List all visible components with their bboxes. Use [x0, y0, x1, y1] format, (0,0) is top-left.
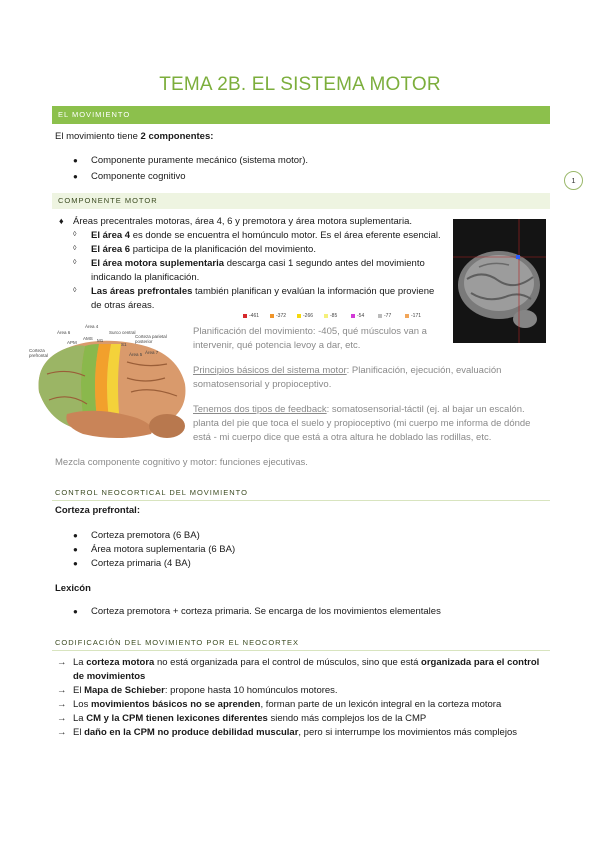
legend-item: -266: [297, 313, 313, 319]
arrow-icon: →: [57, 727, 67, 738]
brain-label: Área 5: [129, 352, 143, 357]
brain-label: APM: [67, 340, 77, 345]
sub-bullet-icon: ◊: [73, 259, 77, 266]
bullet-dot: ●: [73, 156, 78, 165]
sub-item-cont: indicando la planificación.: [91, 272, 200, 283]
sub-bullet-icon: ◊: [73, 287, 77, 294]
arrow-item: El Mapa de Schieber: propone hasta 10 homúnculos motores.: [73, 685, 338, 696]
sub-bullet-icon: ◊: [73, 231, 77, 238]
bullet-dot: ●: [73, 545, 78, 554]
sub-item: El área 6 participa de la planificación del movimiento.: [91, 244, 316, 255]
legend-item: -461: [243, 313, 259, 319]
bullet-dot: ●: [73, 559, 78, 568]
legend-item: -85: [324, 313, 337, 319]
section-header-componente-motor: COMPONENTE MOTOR: [52, 193, 550, 209]
intro-text: El movimiento tiene 2 componentes:: [55, 131, 214, 142]
legend-item: -171: [405, 313, 421, 319]
section-header-movimiento: EL MOVIMIENTO: [52, 106, 550, 124]
sub-title-lexicon: Lexicón: [55, 583, 91, 594]
planning-text-cont: intervenir, qué potencia levoy a dar, etc.: [193, 340, 361, 351]
bullet-dot: ●: [73, 531, 78, 540]
principles-text: Principios básicos del sistema motor: Planificación, ejecución, evaluación: [193, 365, 502, 376]
brain-label: M1: [97, 338, 104, 343]
list-item: Área motora suplementaria (6 BA): [91, 544, 236, 555]
brain-label: S1: [121, 342, 127, 347]
page-title: TEMA 2B. EL SISTEMA MOTOR: [159, 74, 441, 95]
sub-bullet-icon: ◊: [73, 245, 77, 252]
legend-item: -54: [351, 313, 364, 319]
bullet-dot: ●: [73, 607, 78, 616]
brain-label: Corteza prefrontal: [29, 348, 49, 358]
feedback-text-l2: planta del pie que toca el suelo y propioceptivo (mi cuerpo me informa de dónde: [193, 418, 531, 429]
arrow-icon: →: [57, 685, 67, 696]
sub-item: El área motora suplementaria descarga casi 1 segundo antes del movimiento: [91, 258, 425, 269]
diamond-icon: ♦: [59, 216, 64, 226]
brain-label: Área 4: [85, 324, 99, 329]
arrow-item: El daño en la CPM no produce debilidad muscular, pero si interrumpe los movimientos más complejos: [73, 727, 517, 738]
arrow-item: Los movimientos básicos no se aprenden, forman parte de un lexicón integral en la corteza motora: [73, 699, 502, 710]
sub-item: El área 4 es donde se encuentra el homúnculo motor. Es el área eferente esencial.: [91, 230, 441, 241]
bullet-dot: ●: [73, 172, 78, 181]
feedback-text: Tenemos dos tipos de feedback: somatosensorial-táctil (ej. al bajar un escalón.: [193, 404, 525, 415]
list-item: Corteza premotora (6 BA): [91, 530, 200, 541]
page-number-badge: 1: [564, 171, 583, 190]
sub-item: Las áreas prefrontales también planifican y evalúan la información que proviene: [91, 286, 435, 297]
arrow-icon: →: [57, 713, 67, 724]
arrow-item: La CM y la CPM tienen lexicones diferentes siendo más complejos los de la CMP: [73, 713, 427, 724]
brain-label: Surco central: [109, 330, 136, 335]
brain-label: Área 7: [145, 350, 159, 355]
brain-label: Corteza parietal posterior: [135, 334, 167, 344]
feedback-text-l3: está - mi cuerpo dice que está a otra altura he doblado las rodillas, etc.: [193, 432, 492, 443]
brain-diagram: [27, 322, 192, 447]
arrow-icon: →: [57, 657, 67, 668]
mri-brain-image: [453, 219, 546, 343]
sub-title-prefrontal: Corteza prefrontal:: [55, 505, 140, 516]
section-header-control-neocortical: CONTROL NEOCORTICAL DEL MOVIMIENTO: [52, 488, 550, 501]
main-bullet: Áreas precentrales motoras, área 4, 6 y premotora y área motora suplementaria.: [73, 216, 412, 227]
section-header-codificacion: CODIFICACIÓN DEL MOVIMIENTO POR EL NEOCORTEX: [52, 638, 550, 651]
mix-text: Mezcla componente cognitivo y motor: funciones ejecutivas.: [55, 457, 308, 468]
brain-label: AMS: [83, 336, 93, 341]
list-item: Componente cognitivo: [91, 171, 186, 182]
planning-text: Planificación del movimiento: -405, qué músculos van a: [193, 326, 427, 337]
list-item: Corteza primaria (4 BA): [91, 558, 191, 569]
arrow-item: La corteza motora no está organizada para el control de músculos, sino que está organizada para el control: [73, 657, 540, 668]
sub-item-cont: de otras áreas.: [91, 300, 155, 311]
principles-text-cont: somatosensorial y propioceptivo.: [193, 379, 332, 390]
brain-label: Área 6: [57, 330, 71, 335]
list-item: Componente puramente mecánico (sistema motor).: [91, 155, 309, 166]
legend-item: -372: [270, 313, 286, 319]
arrow-icon: →: [57, 699, 67, 710]
arrow-item-cont: de movimientos: [73, 671, 146, 682]
list-item: Corteza premotora + corteza primaria. Se encarga de los movimientos elementales: [91, 606, 441, 617]
legend-item: -77: [378, 313, 391, 319]
